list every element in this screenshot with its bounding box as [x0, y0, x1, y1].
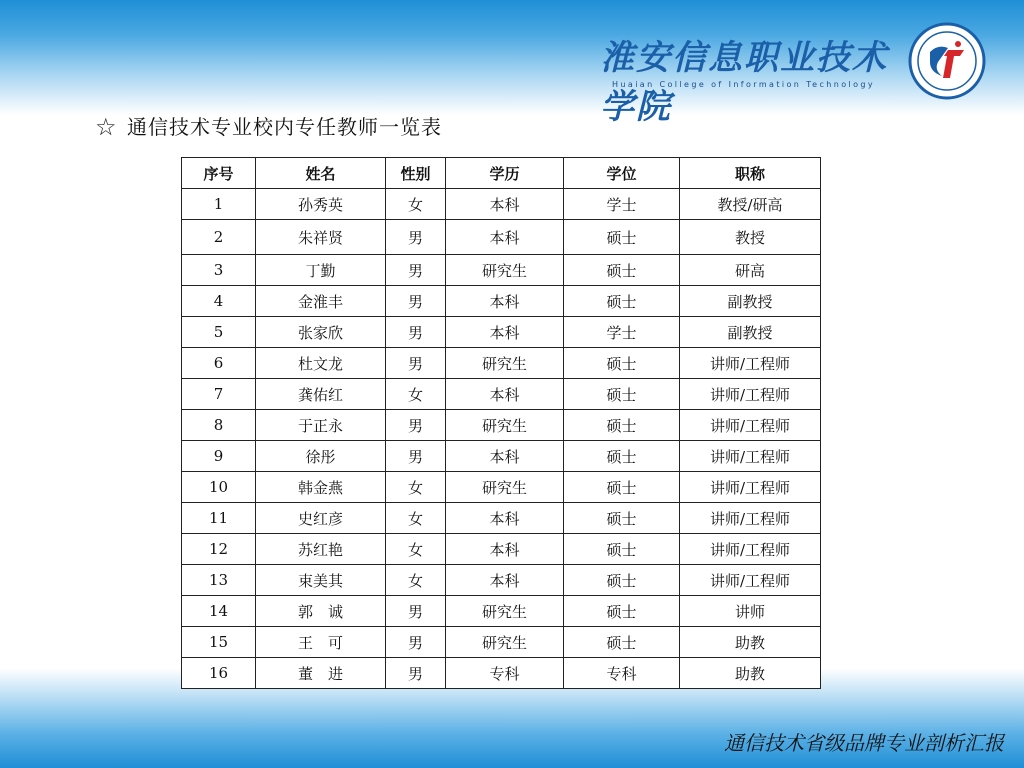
cell-name: 王 可 — [256, 627, 386, 658]
table-row — [182, 596, 821, 627]
cell-education: 研究生 — [446, 596, 564, 627]
cell-title: 助教 — [680, 627, 821, 658]
cell-name: 龚佑红 — [256, 379, 386, 410]
cell-education: 研究生 — [446, 348, 564, 379]
cell-education: 本科 — [446, 565, 564, 596]
cell-number: 14 — [182, 596, 256, 627]
cell-gender: 男 — [386, 255, 446, 286]
cell-title: 讲师/工程师 — [680, 410, 821, 441]
cell-name: 董 进 — [256, 658, 386, 689]
cell-title: 讲师/工程师 — [680, 348, 821, 379]
cell-education: 本科 — [446, 286, 564, 317]
cell-gender: 女 — [386, 472, 446, 503]
cell-name: 金淮丰 — [256, 286, 386, 317]
cell-number: 13 — [182, 565, 256, 596]
column-header-gender: 性别 — [386, 158, 446, 189]
table-row — [182, 565, 821, 596]
table-row — [182, 348, 821, 379]
table-row — [182, 534, 821, 565]
cell-degree: 硕士 — [564, 220, 680, 255]
cell-number: 8 — [182, 410, 256, 441]
cell-title: 讲师/工程师 — [680, 441, 821, 472]
table-row — [182, 441, 821, 472]
cell-degree: 硕士 — [564, 286, 680, 317]
cell-education: 研究生 — [446, 472, 564, 503]
cell-degree: 硕士 — [564, 596, 680, 627]
cell-education: 本科 — [446, 503, 564, 534]
cell-gender: 男 — [386, 286, 446, 317]
cell-title: 教授/研高 — [680, 189, 821, 220]
table-row — [182, 410, 821, 441]
cell-education: 本科 — [446, 189, 564, 220]
cell-education: 专科 — [446, 658, 564, 689]
cell-name: 徐彤 — [256, 441, 386, 472]
cell-degree: 硕士 — [564, 410, 680, 441]
column-header-number: 序号 — [182, 158, 256, 189]
cell-name: 张家欣 — [256, 317, 386, 348]
cell-number: 1 — [182, 189, 256, 220]
cell-gender: 男 — [386, 627, 446, 658]
cell-name: 朱祥贤 — [256, 220, 386, 255]
cell-education: 本科 — [446, 534, 564, 565]
cell-degree: 硕士 — [564, 441, 680, 472]
star-outline-icon: ☆ — [95, 113, 117, 141]
column-header-education: 学历 — [446, 158, 564, 189]
table-row — [182, 255, 821, 286]
table-row — [182, 503, 821, 534]
teacher-table — [181, 157, 821, 689]
cell-education: 研究生 — [446, 255, 564, 286]
cell-degree: 硕士 — [564, 565, 680, 596]
report-title: 通信技术省级品牌专业剖析汇报 — [724, 731, 1004, 755]
cell-title: 助教 — [680, 658, 821, 689]
cell-name: 杜文龙 — [256, 348, 386, 379]
cell-education: 本科 — [446, 441, 564, 472]
cell-degree: 专科 — [564, 658, 680, 689]
cell-degree: 学士 — [564, 189, 680, 220]
cell-number: 4 — [182, 286, 256, 317]
table-row — [182, 189, 821, 220]
cell-education: 本科 — [446, 379, 564, 410]
table-row — [182, 379, 821, 410]
table-row — [182, 472, 821, 503]
cell-title: 研高 — [680, 255, 821, 286]
cell-number: 12 — [182, 534, 256, 565]
cell-name: 于正永 — [256, 410, 386, 441]
cell-name: 丁勤 — [256, 255, 386, 286]
cell-gender: 男 — [386, 348, 446, 379]
table-row — [182, 627, 821, 658]
cell-name: 束美其 — [256, 565, 386, 596]
column-header-degree: 学位 — [564, 158, 680, 189]
cell-title: 讲师/工程师 — [680, 472, 821, 503]
cell-gender: 男 — [386, 220, 446, 255]
cell-gender: 男 — [386, 596, 446, 627]
cell-title: 讲师 — [680, 596, 821, 627]
cell-gender: 女 — [386, 379, 446, 410]
cell-title: 副教授 — [680, 286, 821, 317]
column-header-name: 姓名 — [256, 158, 386, 189]
cell-degree: 学士 — [564, 317, 680, 348]
cell-education: 本科 — [446, 317, 564, 348]
cell-number: 5 — [182, 317, 256, 348]
cell-title: 讲师/工程师 — [680, 534, 821, 565]
cell-education: 研究生 — [446, 410, 564, 441]
column-header-title: 职称 — [680, 158, 821, 189]
cell-number: 7 — [182, 379, 256, 410]
table-row — [182, 286, 821, 317]
cell-title: 讲师/工程师 — [680, 379, 821, 410]
cell-gender: 男 — [386, 658, 446, 689]
cell-number: 11 — [182, 503, 256, 534]
table-row — [182, 658, 821, 689]
cell-title: 教授 — [680, 220, 821, 255]
college-name-logo: 淮安信息职业技术学院 — [600, 38, 888, 127]
cell-name: 郭 诚 — [256, 596, 386, 627]
college-logo-icon — [908, 22, 986, 100]
cell-title: 讲师/工程师 — [680, 565, 821, 596]
cell-number: 9 — [182, 441, 256, 472]
cell-degree: 硕士 — [564, 534, 680, 565]
cell-education: 研究生 — [446, 627, 564, 658]
cell-name: 苏红艳 — [256, 534, 386, 565]
cell-gender: 男 — [386, 410, 446, 441]
cell-name: 孙秀英 — [256, 189, 386, 220]
cell-name: 韩金燕 — [256, 472, 386, 503]
cell-title: 副教授 — [680, 317, 821, 348]
cell-gender: 女 — [386, 565, 446, 596]
cell-gender: 女 — [386, 189, 446, 220]
cell-title: 讲师/工程师 — [680, 503, 821, 534]
cell-degree: 硕士 — [564, 255, 680, 286]
cell-gender: 女 — [386, 503, 446, 534]
cell-number: 3 — [182, 255, 256, 286]
college-name-english: Huaian College of Information Technology — [612, 80, 876, 89]
cell-gender: 女 — [386, 534, 446, 565]
cell-number: 2 — [182, 220, 256, 255]
cell-degree: 硕士 — [564, 627, 680, 658]
cell-degree: 硕士 — [564, 379, 680, 410]
table-row — [182, 220, 821, 255]
cell-number: 10 — [182, 472, 256, 503]
cell-degree: 硕士 — [564, 472, 680, 503]
cell-gender: 男 — [386, 317, 446, 348]
table-header-row — [182, 158, 821, 189]
page-title-row — [95, 112, 442, 142]
page-title: 通信技术专业校内专任教师一览表 — [127, 115, 442, 139]
cell-number: 15 — [182, 627, 256, 658]
cell-name: 史红彦 — [256, 503, 386, 534]
cell-degree: 硕士 — [564, 503, 680, 534]
cell-education: 本科 — [446, 220, 564, 255]
cell-number: 16 — [182, 658, 256, 689]
table-row — [182, 317, 821, 348]
cell-degree: 硕士 — [564, 348, 680, 379]
cell-number: 6 — [182, 348, 256, 379]
cell-gender: 男 — [386, 441, 446, 472]
